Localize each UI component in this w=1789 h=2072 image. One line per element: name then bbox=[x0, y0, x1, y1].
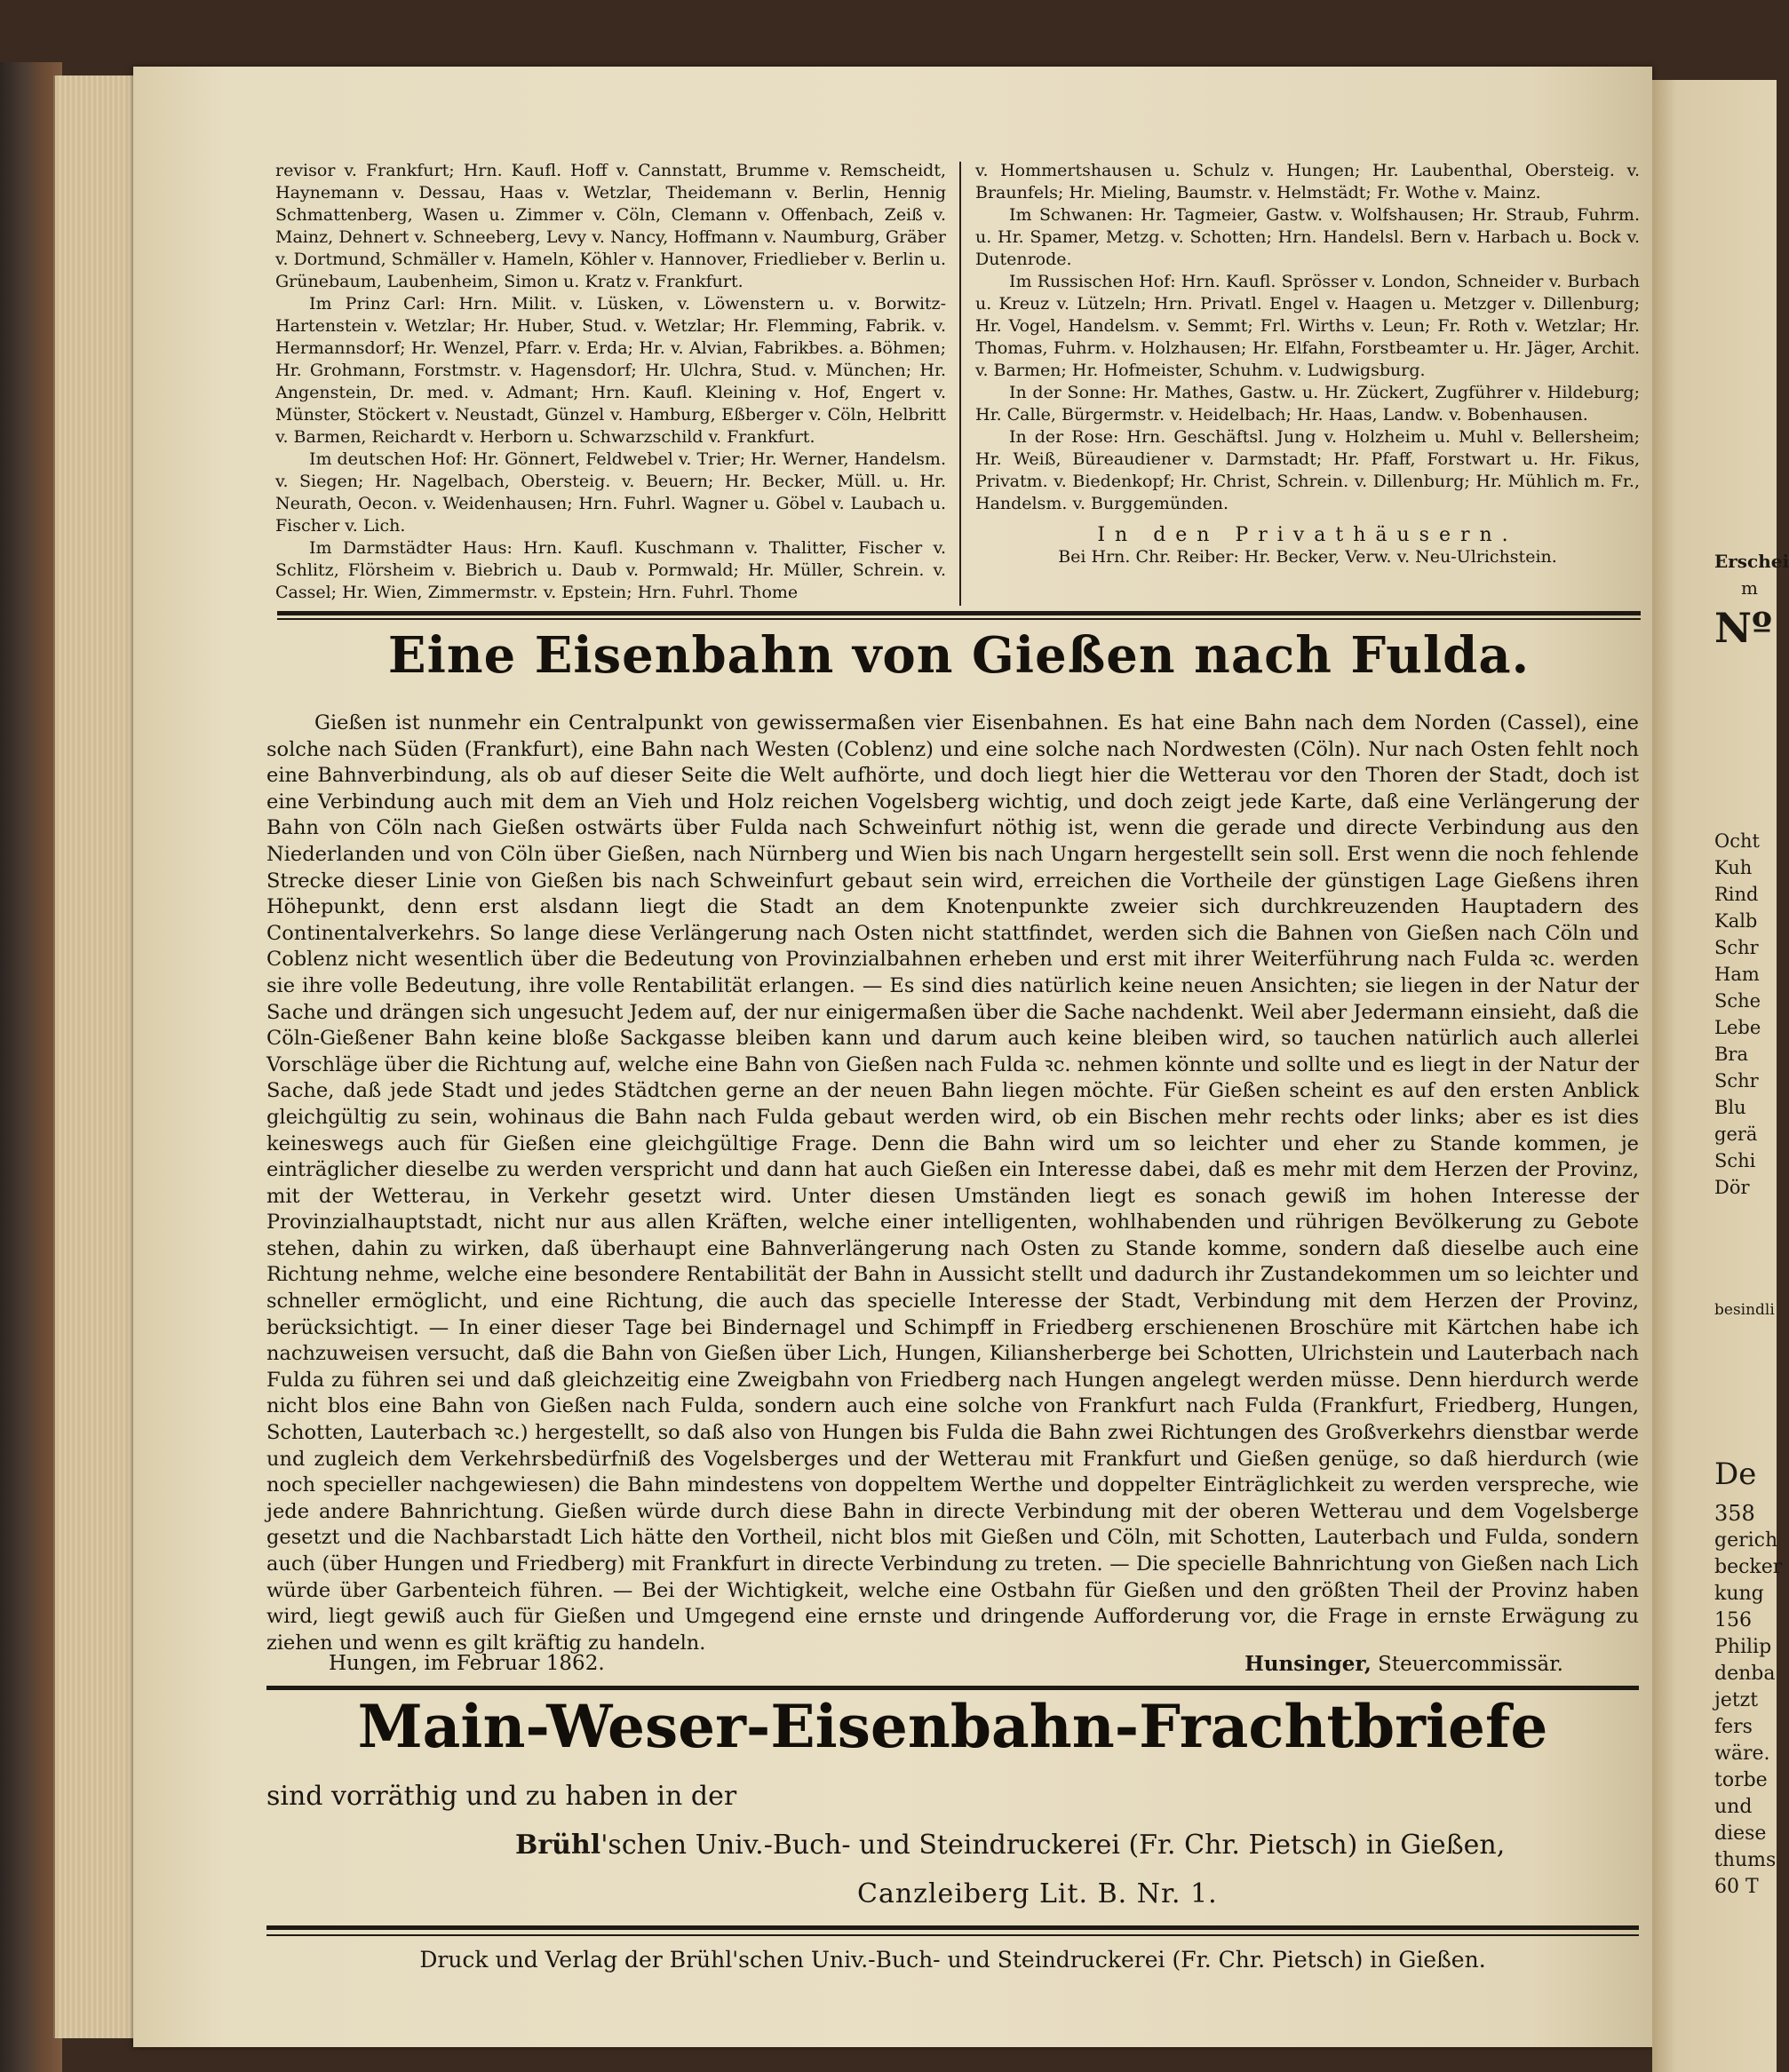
guest-list-paragraph: revisor v. Frankfurt; Hrn. Kaufl. Hoff v. Cannstatt, Brumme v. Remscheidt, Haynemann v. Dessau, Haas v. Wetzlar, Theidemann v. Berlin, Hennig Schmattenberg, Wasen u. Zimmer v. Cöln, Clemann v. Offenbach, Zeiß v. Mainz, Dehnert v. Schneeberg, Levy v. Nancy, Hoffmann v. Naumburg, Gräber v. Dortmund, Schmäller v. Hameln, Köhler v. Hannover, Friedlieber v. Berlin u. Grünebaum, Laubenheim, Simon u. Kratz v. Frankfurt. bbox=[275, 161, 946, 291]
guest-list-paragraph: Im Schwanen: Hr. Tagmeier, Gastw. v. Wolfshausen; Hr. Straub, Fuhrm. u. Hr. Spamer, Metzg. v. Schotten; Hrn. Handelsl. Bern v. Harbach u. Bock v. Dutenrode. bbox=[975, 205, 1640, 269]
section-rule bbox=[266, 1686, 1639, 1690]
next-page-fragment: De bbox=[1714, 1457, 1757, 1492]
private-houses-heading: In den Privathäusern. bbox=[1097, 524, 1518, 546]
advertisement-line bbox=[515, 1830, 1505, 1861]
next-page-fragment: und bbox=[1714, 1796, 1753, 1818]
guest-list-right-column bbox=[975, 160, 1640, 568]
section-rule bbox=[266, 1925, 1639, 1930]
next-page-fragment: 60 T bbox=[1714, 1876, 1759, 1898]
next-page-fragment: wäre. bbox=[1714, 1743, 1770, 1765]
next-page-fragment: Schr bbox=[1714, 937, 1759, 958]
next-page-fragment: Dör bbox=[1714, 1177, 1750, 1198]
guest-list-paragraph: v. Hommertshausen u. Schulz v. Hungen; Hr. Laubenthal, Obersteig. v. Braunfels; Hr. Mieling, Baumstr. v. Helmstädt; Fr. Wothe v. Mainz. bbox=[975, 161, 1640, 202]
publisher-detail: 'schen Univ.-Buch- und Steindruckerei (Fr. Chr. Pietsch) in Gießen, bbox=[600, 1830, 1506, 1861]
signature-author bbox=[1244, 1652, 1563, 1676]
next-page-fragment: gerich bbox=[1714, 1529, 1778, 1552]
next-page-fragment: 358 bbox=[1714, 1501, 1755, 1526]
article-signature bbox=[302, 1652, 1563, 1680]
next-page-fragment: Schi bbox=[1714, 1150, 1756, 1171]
guest-list-paragraph: Im Russischen Hof: Hrn. Kaufl. Sprösser v. London, Schneider v. Burbach u. Kreuz v. Lützeln; Hrn. Privatl. Engel v. Haagen u. Metzger v. Dillenburg; Hr. Vogel, Handelsm. v. Semmt; Frl. Wirths v. Leun; Fr. Roth v. Wetzlar; Hr. Thomas, Fuhrm. v. Holzhausen; Hr. Elfahn, Forstbeamter u. Hr. Jäger, Archit. v. Barmen; Hr. Hofmeister, Schuhm. v. Ludwigsburg. bbox=[975, 272, 1640, 380]
advertisement-title: Main-Weser-Eisenbahn-Frachtbriefe bbox=[357, 1692, 1548, 1761]
next-page-fragment: Kalb bbox=[1714, 910, 1758, 932]
printer-imprint: Druck und Verlag der Brühl'schen Univ.-Buch- und Steindruckerei (Fr. Chr. Pietsch) in Gießen. bbox=[419, 1947, 1486, 1973]
next-page-fragment: becker bbox=[1714, 1556, 1783, 1578]
next-page-fragment: gerä bbox=[1714, 1123, 1758, 1145]
next-page-fragment: 156 bbox=[1714, 1609, 1752, 1631]
advertisement-address: Canzleiberg Lit. B. Nr. 1. bbox=[857, 1878, 1218, 1909]
article-paragraph: Gießen ist nunmehr ein Centralpunkt von gewissermaßen vier Eisenbahnen. Es hat eine Bahn nach dem Norden (Cassel), eine solche nach Süden (Frankfurt), eine Bahn nach Westen (Coblenz) und eine solche nach Nordwesten (Cöln). Nur nach Osten fehlt noch eine Bahnverbindung, als ob auf dieser Seite die Welt aufhörte, und doch liegt hier die Wetterau vor den Thoren der Stadt, doch ist eine Verbindung auch mit dem an Vieh und Holz reichen Vogelsberg wichtig, und doch zeigt jede Karte, daß eine Verlängerung der Bahn von Cöln nach Gießen ostwärts über Fulda nach Schweinfurt nöthig ist, wenn die gerade und directe Verbindung aus den Niederlanden und von Cöln über Gießen, nach Nürnberg und Wien bis nach Ungarn hergestellt sein soll. Erst wenn die noch fehlende Strecke dieser Linie von Gießen bis nach Schweinfurt gebaut sein wird, erreichen die Vortheile der günstigen Lage Gießens ihren Höhepunkt, denn erst alsdann liegt die Stadt an dem Knotenpunkte zweier sich durchkreuzenden Hauptadern des Continentalverkehrs. So lange diese Verlängerung nach Osten nicht stattfindet, werden sich die Bahnen von Gießen nach Cöln und Coblenz nicht wesentlich über die Bedeutung von Provinzialbahnen erheben und erst mit ihrer Weiterführung nach Fulda ꝛc. werden sie ihre volle Bedeutung, ihre volle Rentabilität erlangen. — Es sind dies natürlich keine neuen Ansichten; sie liegen in der Natur der Sache und drängen sich ungesucht Jedem auf, der nur einigermaßen über die Sache nachdenkt. Weil aber Jedermann einsieht, daß die Cöln-Gießener Bahn keine bloße Sackgasse bleiben kann und darum auch keine bleiben wird, so tauchen natürlich auch allerlei Vorschläge über die Richtung auf, welche eine Bahn von Gießen nach Fulda ꝛc. nehmen könnte und sollte und es liegt in der Natur der Sache, daß jede Stadt und jedes Städtchen gerne an der neuen Bahn liegen möchte. Für Gießen scheint es auf den ersten Anblick gleichgültig zu sein, wohinaus die Bahn nach Fulda gebaut werden wird, ob ein Bischen mehr rechts oder links; aber es ist dies keineswegs auch für Gießen eine gleichgültige Frage. Denn die Bahn wird um so leichter und eher zu Stande kommen, je einträglicher dieselbe zu werden verspricht und dann hat auch Gießen ein Interesse dabei, daß es mehr mit dem Herzen der Provinz, mit der Wetterau, in Verkehr gesetzt wird. Unter diesen Umständen liegt es sonach gewiß im hohen Interesse der Provinzialhauptstadt, nicht nur aus allen Kräften, welche einer intelligenten, wohlhabenden und rührigen Bevölkerung zu Gebote stehen, dahin zu wirken, daß überhaupt eine Bahnverlängerung nach Osten zu Stande komme, sondern daß dieselbe auch eine Richtung nehme, welche eine besondere Rentabilität der Bahn in Aussicht stellt und dadurch ihr Zustandekommen um so leichter und schneller ermöglicht, und eine Richtung, die auch das specielle Interesse der Stadt, Verbindung mit dem Herzen der Provinz, berücksichtigt. — In einer dieser Tage bei Bindernagel und Schimpff in Friedberg erschienenen Broschüre mit Kärtchen habe ich nachzuweisen versucht, daß die Bahn von Gießen über Lich, Hungen, Kiliansherberge bei Schotten, Ulrichstein und Lauterbach nach Fulda zu führen sei und daß gleichzeitig eine Zweigbahn von Friedberg nach Hungen angelegt werden müsse. Denn hierdurch werde nicht blos eine Bahn von Gießen nach Fulda, sondern auch eine solche von Frankfurt nach Fulda (Frankfurt, Friedberg, Hungen, Schotten, Lauterbach ꝛc.) hergestellt, so daß also von Hungen bis Fulda die Bahn zwei Richtungen des Großverkehrs dienstbar werde und zugleich dem Verkehrsbedürfniß des Vogelsberges und der Wetterau mit Frankfurt und Gießen genüge, so daß hierdurch (wie noch specieller nachgewiesen) die Bahn mindestens von doppeltem Werthe und doppelter Einträglichkeit zu werden verspreche, wie jede andere Bahnrichtung. Gießen würde durch diese Bahn in directe Verbindung mit der oberen Wetterau und dem Vogelsberge gesetzt und die Nachbarstadt Lich hätte den Vortheil, nicht blos mit Gießen und Cöln, mit Schotten, Lauterbach und Fulda, sondern auch (über Hungen und Friedberg) mit Frankfurt in directe Verbindung zu treten. — Die specielle Bahnrichtung von Gießen nach Lich würde über Garbenteich führen. — Bei der Wichtigkeit, welche eine Ostbahn für Gießen und den größten Theil der Provinz haben wird, liegt gewiß auch für Gießen und Umgegend eine ernste und dringende Aufforderung vor, die Frage in ernste Erwägung zu ziehen und wenn es gilt kräftig zu handeln. bbox=[266, 711, 1639, 1655]
column-divider bbox=[959, 162, 961, 606]
page-stack-edge bbox=[53, 75, 139, 2038]
signature-place-date: Hungen, im Februar 1862. bbox=[329, 1652, 605, 1675]
next-page-fragment: kung bbox=[1714, 1583, 1764, 1605]
next-page-fragment: denba bbox=[1714, 1663, 1776, 1685]
next-page-fragment: Ham bbox=[1714, 964, 1760, 985]
next-page-fragment: Bra bbox=[1714, 1044, 1748, 1065]
next-page-fragment: Sche bbox=[1714, 990, 1761, 1012]
publisher-name: Brühl bbox=[515, 1830, 601, 1861]
section-rule bbox=[266, 1934, 1639, 1936]
section-rule bbox=[277, 611, 1641, 615]
next-page-fragment: Philip bbox=[1714, 1636, 1772, 1658]
guest-list-paragraph: In der Sonne: Hr. Mathes, Gastw. u. Hr. Zückert, Zugführer v. Hildeburg; Hr. Calle, Bürgermstr. v. Heidelbach; Hr. Haas, Landw. v. Bobenhausen. bbox=[975, 383, 1640, 425]
author-name: Hunsinger, bbox=[1244, 1652, 1372, 1676]
next-page-fragment: Erschei bbox=[1714, 551, 1789, 572]
next-page-fragment: Schr bbox=[1714, 1070, 1759, 1092]
section-rule bbox=[277, 618, 1641, 620]
next-page-fragment: Ocht bbox=[1714, 830, 1760, 852]
next-page-fragment: thums bbox=[1714, 1849, 1777, 1871]
guest-list-left-column bbox=[275, 160, 946, 604]
advertisement-line: sind vorräthig und zu haben in der bbox=[266, 1781, 737, 1812]
next-page-fragment: torbe bbox=[1714, 1769, 1768, 1791]
next-page-fragment: diese bbox=[1714, 1822, 1767, 1845]
author-title: Steuercommissär. bbox=[1378, 1653, 1563, 1676]
next-page-fragment: besindli bbox=[1714, 1301, 1775, 1319]
private-houses-entry: Bei Hrn. Chr. Reiber: Hr. Becker, Verw. v. Neu-Ulrichstein. bbox=[1058, 547, 1557, 567]
next-page-fragment: m bbox=[1741, 577, 1758, 599]
next-page-fragment: fers bbox=[1714, 1716, 1753, 1738]
guest-list-paragraph: Im deutschen Hof: Hr. Gönnert, Feldwebel v. Trier; Hr. Werner, Handelsm. v. Siegen; Hr. Nagelbach, Obersteig. v. Beuern; Hr. Becker, Müll. u. Hr. Neurath, Oecon. v. Weidenhausen; Hrn. Fuhrl. Wagner u. Göbel v. Laubach u. Fischer v. Lich. bbox=[275, 449, 946, 536]
article-headline: Eine Eisenbahn von Gießen nach Fulda. bbox=[387, 626, 1531, 685]
next-page-fragment: Blu bbox=[1714, 1097, 1746, 1118]
guest-list-paragraph: In der Rose: Hrn. Geschäftsl. Jung v. Holzheim u. Muhl v. Bellersheim; Hr. Weiß, Büreaudiener v. Darmstadt; Hr. Pfaff, Forstwart u. Hr. Fikus, Privatm. v. Biedenkopf; Hr. Christ, Schrein. v. Dillenburg; Hr. Mühlich m. Fr., Handelsm. v. Burggemünden. bbox=[975, 427, 1640, 513]
article-body bbox=[266, 711, 1639, 1656]
next-page-fragment: Kuh bbox=[1714, 857, 1753, 878]
next-page-fragment: jetzt bbox=[1714, 1689, 1759, 1711]
next-page-fragment: Rind bbox=[1714, 884, 1759, 905]
guest-list-paragraph: Im Prinz Carl: Hrn. Milit. v. Lüsken, v. Löwenstern u. v. Borwitz-Hartenstein v. Wetzlar; Hr. Huber, Stud. v. Wetzlar; Hr. Flemming, Fabrik. v. Hermannsdorf; Hr. Wenzel, Pfarr. v. Erda; Hr. v. Alvian, Fabrikbes. a. Böhmen; Hr. Grohmann, Forstmstr. v. Hagensdorf; Hr. Ulchra, Stud. v. München; Hr. Angenstein, Dr. med. v. Admant; Hrn. Kaufl. Kleining v. Hof, Engert v. Münster, Stöckert v. Neustadt, Günzel v. Hamburg, Eßberger v. Cöln, Helbritt v. Barmen, Reichardt v. Herborn u. Schwarzschild v. Frankfurt. bbox=[275, 294, 946, 447]
next-page-fragment: Lebe bbox=[1714, 1017, 1761, 1038]
next-page-edge bbox=[1652, 80, 1789, 2072]
guest-list-paragraph: Im Darmstädter Haus: Hrn. Kaufl. Kuschmann v. Thalitter, Fischer v. Schlitz, Flörsheim v. Biebrich u. Daub v. Pormwald; Hr. Müller, Schrein. v. Cassel; Hr. Wien, Zimmermstr. v. Epstein; Hrn. Fuhrl. Thome bbox=[275, 538, 946, 602]
next-page-fragment: Nº bbox=[1714, 604, 1773, 652]
